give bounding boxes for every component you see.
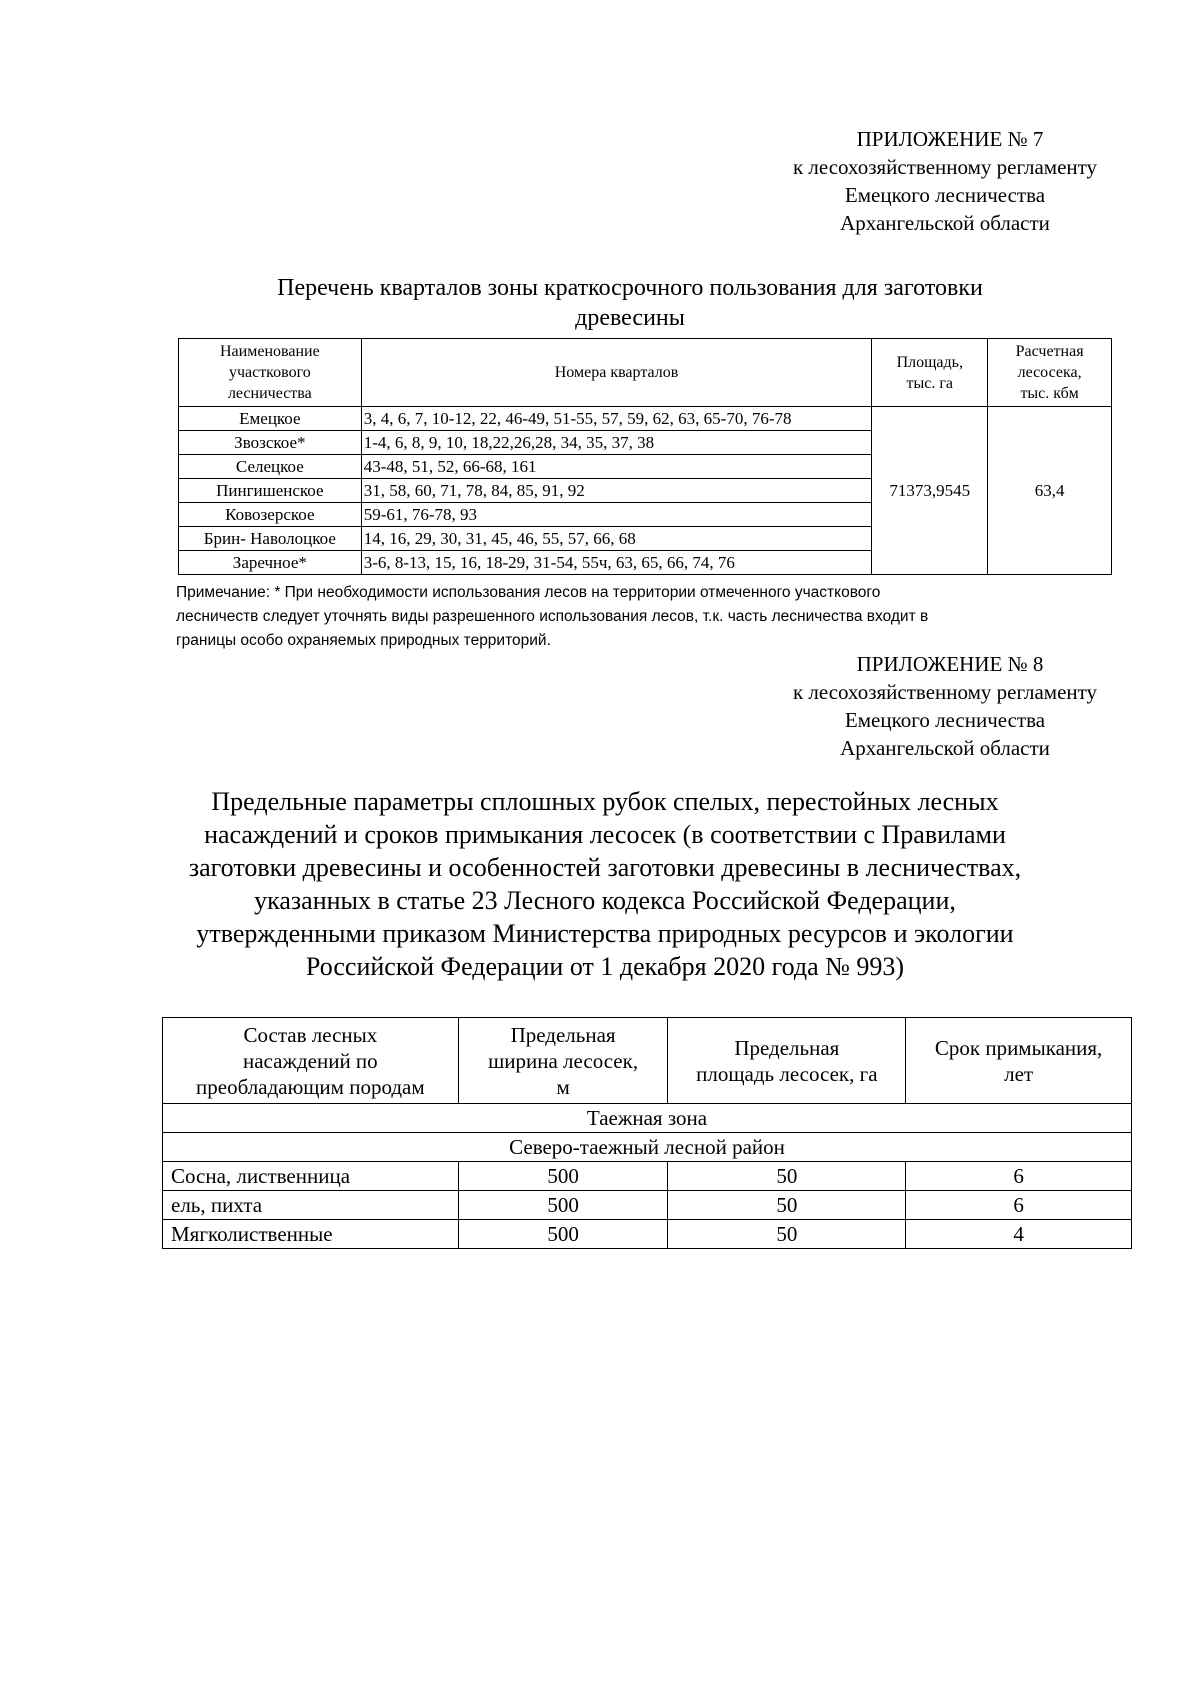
total-area-cell: 71373,9545: [872, 407, 988, 575]
district-cell: Северо-таежный лесной район: [163, 1133, 1132, 1162]
appendix-7-line: к лесохозяйственному регламенту: [792, 155, 1098, 179]
appendix-7-number: ПРИЛОЖЕНИЕ № 7: [856, 127, 1044, 151]
width-cell: 500: [458, 1191, 668, 1220]
table-header-row: [163, 1018, 1132, 1104]
table-row: [163, 1191, 1132, 1220]
note-line: Примечание: * При необходимости использования лесов на территории отмеченного участкового: [176, 584, 881, 601]
quarters-cell: 31, 58, 60, 71, 78, 84, 85, 91, 92: [361, 479, 872, 503]
total-cut-cell: 63,4: [988, 407, 1112, 575]
forestry-name-cell: Звозское*: [179, 431, 362, 455]
header-width: Предельная ширина лесосек, м: [458, 1018, 668, 1104]
table-row: [179, 407, 1112, 431]
term-cell: 4: [906, 1220, 1132, 1249]
note-line: лесничеств следует уточнять виды разрешенного использования лесов, т.к. часть лесничества входит в: [176, 608, 929, 625]
appendix-7-header: [760, 125, 1130, 237]
table-2-title-line: указанных в статье 23 Лесного кодекса Российской Федерации,: [254, 886, 956, 915]
quarters-cell: 59-61, 76-78, 93: [361, 503, 872, 527]
species-cell: Мягколиственные: [163, 1220, 459, 1249]
forestry-name-cell: Пингишенское: [179, 479, 362, 503]
table-2-title-line: утвержденными приказом Министерства природных ресурсов и экологии: [196, 919, 1014, 948]
table-1-title-line: древесины: [575, 305, 685, 331]
forestry-name-cell: Ковозерское: [179, 503, 362, 527]
forestry-name-cell: Емецкое: [179, 407, 362, 431]
width-cell: 500: [458, 1162, 668, 1191]
forestry-name-cell: Брин- Наволоцкое: [179, 527, 362, 551]
table-2-title: [140, 785, 1070, 983]
zone-row: [163, 1104, 1132, 1133]
header-term: Срок примыкания, лет: [906, 1018, 1132, 1104]
table-row: [163, 1162, 1132, 1191]
width-cell: 500: [458, 1220, 668, 1249]
forestry-name-cell: Заречное*: [179, 551, 362, 575]
appendix-8-line: Емецкого лесничества: [844, 708, 1046, 732]
note-line: границы особо охраняемых природных территорий.: [176, 632, 551, 649]
quarters-cell: 43-48, 51, 52, 66-68, 161: [361, 455, 872, 479]
quarters-cell: 14, 16, 29, 30, 31, 45, 46, 55, 57, 66, 68: [361, 527, 872, 551]
table-2-title-line: насаждений и сроков примыкания лесосек (в соответствии с Правилами: [204, 820, 1006, 849]
table-2-title-line: заготовки древесины и особенностей заготовки древесины в лесничествах,: [188, 853, 1022, 882]
header-composition: Состав лесных насаждений по преобладающим породам: [163, 1018, 459, 1104]
table-1-title: [180, 273, 1080, 333]
area-cell: 50: [668, 1191, 906, 1220]
felling-parameters-table: [162, 1017, 1132, 1249]
quarters-cell: 3, 4, 6, 7, 10-12, 22, 46-49, 51-55, 57, 59, 62, 63, 65-70, 76-78: [361, 407, 872, 431]
table-header-row: [179, 339, 1112, 407]
area-cell: 50: [668, 1162, 906, 1191]
appendix-7-line: Емецкого лесничества: [844, 183, 1046, 207]
appendix-8-line: Архангельской области: [840, 736, 1050, 760]
forestry-name-cell: Селецкое: [179, 455, 362, 479]
species-cell: Сосна, лиственница: [163, 1162, 459, 1191]
area-cell: 50: [668, 1220, 906, 1249]
appendix-8-header: [760, 650, 1130, 762]
table-1-note: [176, 581, 1086, 653]
table-2-title-line: Российской Федерации от 1 декабря 2020 года № 993): [305, 952, 905, 981]
quarters-cell: 3-6, 8-13, 15, 16, 18-29, 31-54, 55ч, 63, 65, 66, 74, 76: [361, 551, 872, 575]
header-area: Предельная площадь лесосек, га: [668, 1018, 906, 1104]
appendix-7-line: Архангельской области: [840, 211, 1050, 235]
quarters-table: [178, 338, 1112, 575]
header-area: Площадь, тыс. га: [872, 339, 988, 407]
appendix-8-line: к лесохозяйственному регламенту: [792, 680, 1098, 704]
quarters-cell: 1-4, 6, 8, 9, 10, 18,22,26,28, 34, 35, 37, 38: [361, 431, 872, 455]
appendix-8-number: ПРИЛОЖЕНИЕ № 8: [856, 652, 1044, 676]
header-quarters: Номера кварталов: [361, 339, 872, 407]
zone-cell: Таежная зона: [163, 1104, 1132, 1133]
table-row: [163, 1220, 1132, 1249]
table-1-title-line: Перечень кварталов зоны краткосрочного пользования для заготовки: [277, 275, 983, 301]
table-2-title-line: Предельные параметры сплошных рубок спелых, перестойных лесных: [211, 787, 999, 816]
term-cell: 6: [906, 1162, 1132, 1191]
header-forestry-name: Наименование участкового лесничества: [179, 339, 362, 407]
district-row: [163, 1133, 1132, 1162]
header-cut: Расчетная лесосека, тыс. кбм: [988, 339, 1112, 407]
term-cell: 6: [906, 1191, 1132, 1220]
species-cell: ель, пихта: [163, 1191, 459, 1220]
